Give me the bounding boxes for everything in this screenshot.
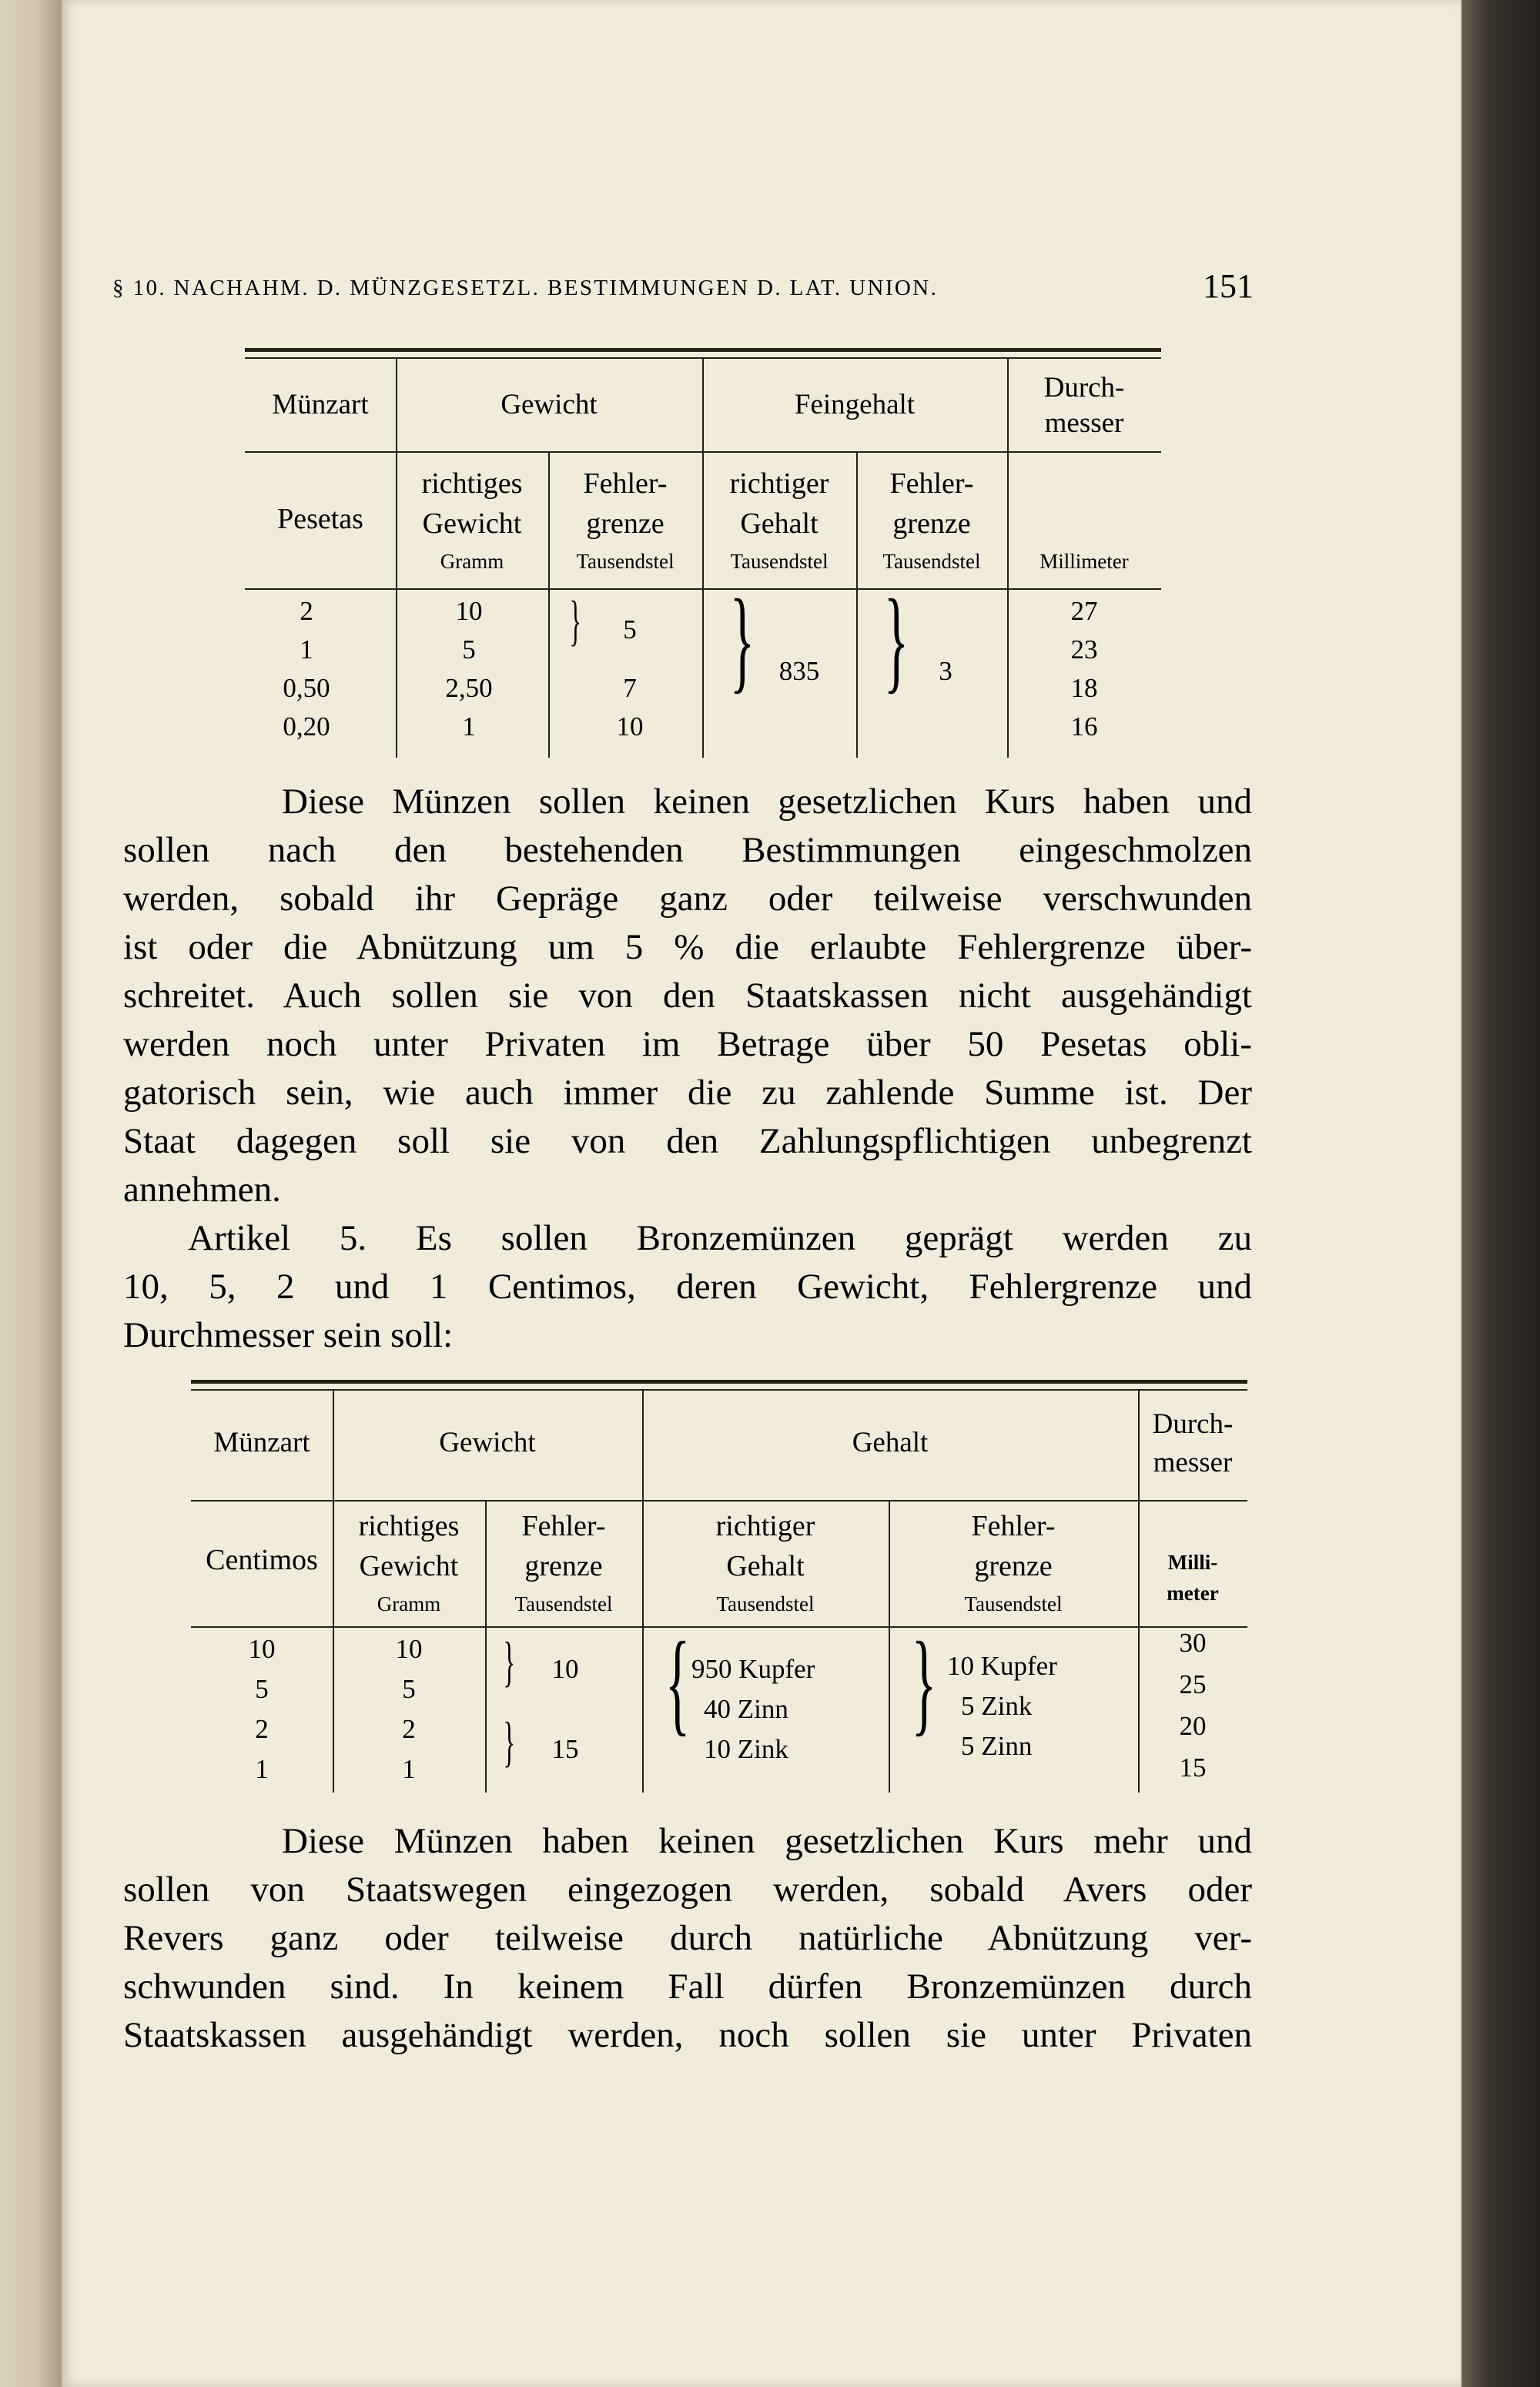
subheader-tolerance-unit: Tausendstel <box>514 1592 613 1615</box>
table-cell: 10 Kupfer <box>947 1651 1057 1681</box>
subheader-milli: Milli- <box>1167 1551 1218 1574</box>
table-cell: 2,50 <box>445 673 493 703</box>
text-line: ist oder die Abnützung um 5 % die erlaubte Fehlergrenze über- <box>123 927 1252 967</box>
subheader-tolerance-unit: Tausendstel <box>576 550 675 573</box>
running-header <box>112 262 1254 316</box>
subheader-content-tol-2: grenze <box>974 1550 1053 1582</box>
subheader-fineness-tol-2: grenze <box>892 507 971 540</box>
text-line: werden, sobald ihr Gepräge ganz oder teilweise verschwunden <box>123 879 1252 919</box>
table-cell: 2 <box>300 596 313 626</box>
col-header-durchmesser-2: messer <box>1044 407 1124 439</box>
brace-icon: } <box>883 576 909 704</box>
subheader-content-2: Gehalt <box>726 1550 805 1582</box>
table-cell: 15 <box>551 1734 579 1764</box>
table-bronze-coins <box>191 1380 1247 1793</box>
paragraph-silver-coins <box>123 778 1252 1214</box>
subheader-fineness-2: Gehalt <box>740 507 819 540</box>
text-line: Diese Münzen sollen keinen gesetzlichen Kurs haben und <box>282 782 1252 822</box>
subheader-weight-1: richtiges <box>358 1510 460 1542</box>
col-header-gewicht: Gewicht <box>439 1427 536 1458</box>
table-cell: 3 <box>939 656 952 686</box>
table-cell: 18 <box>1070 673 1098 703</box>
subheader-fineness-unit: Tausendstel <box>730 550 829 573</box>
table-cell: 2 <box>402 1714 416 1744</box>
table-silver-coins <box>245 348 1161 758</box>
subheader-tolerance-1: Fehler- <box>583 467 668 500</box>
col-header-muenzart: Münzart <box>272 389 369 420</box>
book-edge <box>1461 0 1540 2387</box>
table-cell: 5 <box>462 634 476 665</box>
table-cell: 30 <box>1179 1628 1207 1658</box>
brace-icon: } <box>503 1711 516 1773</box>
subheader-content-tol-1: Fehler- <box>971 1510 1056 1542</box>
subheader-weight-2: Gewicht <box>359 1550 459 1582</box>
subheader-fineness-1: richtiger <box>729 467 829 500</box>
subheader-weight-unit: Gramm <box>377 1592 441 1615</box>
table-cell: 40 Zinn <box>704 1694 788 1724</box>
table-cell: 27 <box>1070 596 1098 626</box>
subheader-weight-1: richtiges <box>421 467 523 500</box>
subheader-content-1: richtiger <box>715 1510 815 1542</box>
subheader-content-tol-unit: Tausendstel <box>964 1592 1063 1615</box>
text-line: Diese Münzen haben keinen gesetzlichen Kurs mehr und <box>282 1821 1252 1861</box>
table-cell: 1 <box>402 1754 416 1784</box>
table-cell: 5 Zinn <box>961 1731 1033 1761</box>
table-cell: 5 Zink <box>961 1691 1033 1721</box>
text-line: werden noch unter Privaten im Betrage über 50 Pesetas obli- <box>123 1024 1252 1064</box>
table-cell: 10 <box>248 1634 276 1664</box>
text-line: sollen nach den bestehenden Bestimmungen eingeschmolzen <box>123 830 1252 870</box>
table-cell: 1 <box>462 711 476 742</box>
text-line: annehmen. <box>123 1170 281 1210</box>
text-line: Staat dagegen soll sie von den Zahlungspflichtigen unbegrenzt <box>123 1121 1252 1161</box>
table-cell: 16 <box>1070 711 1098 742</box>
text-line: Durchmesser sein soll: <box>123 1315 454 1355</box>
paragraph-article-5 <box>123 1214 1252 1360</box>
subheader-weight-unit: Gramm <box>440 550 504 573</box>
table-cell: 5 <box>623 614 637 644</box>
table-cell: 5 <box>402 1674 416 1704</box>
col-header-durchmesser-1: Durch- <box>1152 1408 1234 1440</box>
table-cell: 20 <box>1179 1711 1207 1741</box>
table-cell: 0,20 <box>283 711 330 742</box>
table-cell: 1 <box>255 1754 269 1784</box>
brace-icon: } <box>503 1631 516 1692</box>
table-cell: 23 <box>1070 634 1098 665</box>
subheader-pesetas: Pesetas <box>277 503 363 535</box>
col-header-muenzart: Münzart <box>213 1427 310 1458</box>
subheader-tolerance-2: grenze <box>524 1550 603 1582</box>
table-cell: 25 <box>1179 1669 1207 1699</box>
header-title: § 10. NACHAHM. D. MÜNZGESETZL. BESTIMMUNGEN D. LAT. UNION. <box>112 276 939 300</box>
subheader-weight-2: Gewicht <box>422 507 522 540</box>
col-header-durchmesser-1: Durch- <box>1043 372 1125 403</box>
table-cell: 15 <box>1179 1753 1207 1783</box>
col-header-gehalt: Gehalt <box>852 1427 929 1458</box>
table-cell: 7 <box>623 673 637 703</box>
text-line: gatorisch sein, wie auch immer die zu zahlende Summe ist. Der <box>123 1073 1252 1113</box>
subheader-meter: meter <box>1167 1582 1219 1605</box>
table-cell: 1 <box>300 634 313 665</box>
col-header-gewicht: Gewicht <box>500 389 598 420</box>
book-gutter <box>0 0 62 2387</box>
text-line: Artikel 5. Es sollen Bronzemünzen geprägt werden zu <box>188 1218 1252 1258</box>
subheader-fineness-tol-unit: Tausendstel <box>882 550 981 573</box>
text-line: schwunden sind. In keinem Fall dürfen Bronzemünzen durch <box>123 1967 1252 2007</box>
brace-icon: } <box>665 1619 691 1746</box>
text-line: schreitet. Auch sollen sie von den Staatskassen nicht ausgehändigt <box>123 976 1252 1016</box>
subheader-millimeter: Millimeter <box>1040 550 1129 573</box>
brace-icon: } <box>729 576 755 704</box>
subheader-tolerance-2: grenze <box>586 507 665 540</box>
table-cell: 5 <box>255 1674 269 1704</box>
text-line: 10, 5, 2 und 1 Centimos, deren Gewicht, Fehlergrenze und <box>123 1267 1252 1307</box>
paragraph-bronze-coins <box>123 1817 1252 2060</box>
col-header-feingehalt: Feingehalt <box>794 389 916 420</box>
brace-icon: } <box>911 1619 937 1746</box>
text-line: Revers ganz oder teilweise durch natürliche Abnützung ver- <box>123 1918 1252 1958</box>
table-cell: 835 <box>778 656 820 686</box>
text-line: sollen von Staatswegen eingezogen werden, sobald Avers oder <box>123 1870 1252 1910</box>
table-cell: 10 <box>551 1654 579 1684</box>
subheader-centimos: Centimos <box>206 1544 318 1576</box>
table-cell: 0,50 <box>283 673 330 703</box>
table-cell: 2 <box>255 1714 269 1744</box>
brace-icon: } <box>569 590 582 651</box>
subheader-tolerance-1: Fehler- <box>521 1510 606 1542</box>
table-cell: 950 Kupfer <box>691 1654 815 1684</box>
col-header-durchmesser-2: messer <box>1153 1447 1233 1478</box>
text-line: Staatskassen ausgehändigt werden, noch sollen sie unter Privaten <box>123 2015 1252 2055</box>
table-cell: 10 <box>455 596 483 626</box>
table-cell: 10 <box>395 1634 423 1664</box>
subheader-content-unit: Tausendstel <box>716 1592 815 1615</box>
table-cell: 10 Zink <box>704 1734 788 1764</box>
table-cell: 10 <box>616 711 644 742</box>
subheader-fineness-tol-1: Fehler- <box>889 467 974 500</box>
page-number: 151 <box>1203 267 1254 305</box>
